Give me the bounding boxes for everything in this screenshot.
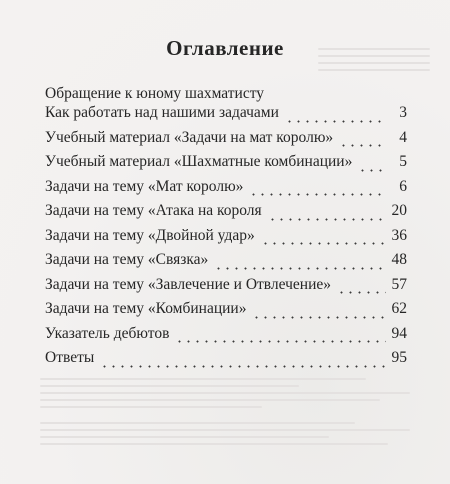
toc-entry[interactable] xyxy=(45,104,407,129)
toc-entry-page: 3 xyxy=(399,104,407,121)
dot-leader xyxy=(268,218,386,221)
dot-leader xyxy=(249,193,387,196)
toc-entry-label: Задачи на тему «Завлечение и Отвлечение» xyxy=(45,275,332,293)
dot-leader xyxy=(100,365,385,368)
toc-entry-label: Задачи на тему «Атака на короля xyxy=(45,202,262,219)
dot-leader xyxy=(261,242,386,245)
toc-entry-page: 5 xyxy=(399,153,407,170)
toc-entry-page: 48 xyxy=(391,251,407,268)
toc-entry-page: 95 xyxy=(391,349,407,366)
toc-entry[interactable] xyxy=(45,349,407,374)
toc-entry-label: Как работать над нашими задачами xyxy=(45,104,279,121)
dot-leader xyxy=(285,120,387,123)
toc-entry-label: Задачи на тему «Двойной удар» xyxy=(45,226,255,244)
toc-entry-label: Указатель дебютов xyxy=(45,324,170,342)
dot-leader xyxy=(214,267,385,270)
toc-entry[interactable] xyxy=(45,202,407,227)
toc-entry[interactable] xyxy=(45,251,407,276)
toc-entry-page: 57 xyxy=(391,275,407,293)
intro-line: Обращение к юному шахматисту xyxy=(45,85,265,102)
toc-entry-page: 20 xyxy=(391,202,407,219)
toc-entry-label: Задачи на тему «Комбинации» xyxy=(45,300,247,317)
toc-entry-label: Ответы xyxy=(45,349,95,366)
toc-entry[interactable] xyxy=(45,276,407,301)
toc-entry-label: Учебный материал «Шахматные комбинации» xyxy=(45,153,353,170)
toc-entry[interactable] xyxy=(45,325,407,350)
toc-entry[interactable] xyxy=(45,129,407,154)
toc-entry-label: Учебный материал «Задачи на мат королю» xyxy=(45,128,334,146)
toc-entry-label: Задачи на тему «Мат королю» xyxy=(45,177,244,195)
dot-leader xyxy=(339,144,387,147)
toc-entry-page: 4 xyxy=(399,128,407,146)
toc-entry-page: 62 xyxy=(391,300,407,317)
toc-entry-page: 36 xyxy=(391,226,407,244)
toc-entry[interactable] xyxy=(45,227,407,252)
table-of-contents xyxy=(45,104,407,374)
bleed-through-text-bottom xyxy=(40,378,410,450)
toc-entry[interactable] xyxy=(45,300,407,325)
toc-entry-label: Задачи на тему «Связка» xyxy=(45,251,209,268)
toc-entry-page: 6 xyxy=(399,177,407,195)
dot-leader xyxy=(252,316,385,319)
toc-entry-page: 94 xyxy=(391,324,407,342)
toc-entry[interactable] xyxy=(45,178,407,203)
dot-leader xyxy=(175,340,385,343)
dot-leader xyxy=(337,291,385,294)
page-title: Оглавление xyxy=(166,36,284,60)
dot-leader xyxy=(358,169,387,172)
toc-entry[interactable] xyxy=(45,153,407,178)
